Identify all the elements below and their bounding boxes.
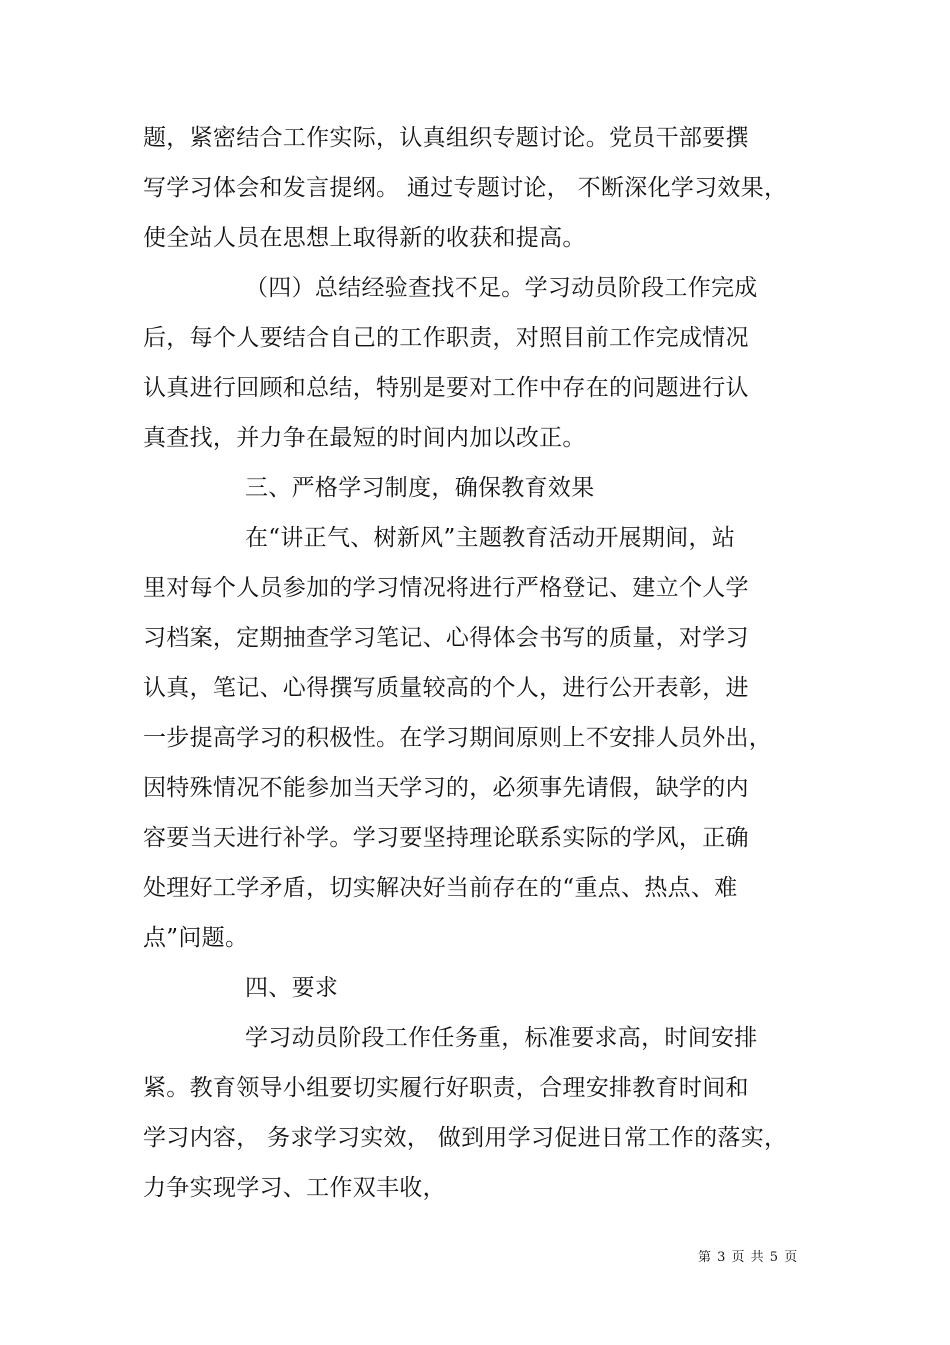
body-text-line: 处理好工学矛盾，切实解决好当前存在的“重点、热点、难	[143, 875, 738, 901]
body-text-line: 因特殊情况不能参加当天学习的，必须事先请假，缺学的内	[143, 775, 749, 801]
section-heading: 三、严格学习制度，确保教育效果	[245, 475, 595, 501]
body-text-line: 后，每个人要结合自己的工作职责，对照目前工作完成情况	[143, 325, 749, 351]
body-text-line: 使全站人员在思想上取得新的收获和提高。	[143, 225, 586, 251]
body-text-line: 力争实现学习、工作双丰收，	[143, 1175, 446, 1201]
body-text-line: 里对每个人员参加的学习情况将进行严格登记、建立个人学	[143, 575, 749, 601]
body-text-line: 真查找，并力争在最短的时间内加以改正。	[143, 425, 586, 451]
body-text-line: 题，紧密结合工作实际，认真组织专题讨论。党员干部要撰	[143, 125, 749, 151]
body-text-line: 一步提高学习的积极性。在学习期间原则上不安排人员外出，	[143, 725, 773, 751]
body-text-line: 认真进行回顾和总结，特别是要对工作中存在的问题进行认	[143, 375, 749, 401]
body-text-line: 紧。教育领导小组要切实履行好职责，合理安排教育时间和	[143, 1075, 749, 1101]
body-text-line: 在“讲正气、树新风”主题教育活动开展期间，站	[245, 525, 736, 551]
paragraph-heading: （四）总结经验查找不足。学习动员阶段工作完成	[245, 275, 758, 301]
body-text-line: 容要当天进行补学。学习要坚持理论联系实际的学风，正确	[143, 825, 749, 851]
body-text-line: 认真，笔记、心得撰写质量较高的个人，进行公开表彰，进	[143, 675, 749, 701]
body-text-line: 习档案，定期抽查学习笔记、心得体会书写的质量，对学习	[143, 625, 749, 651]
section-heading: 四、要求	[245, 975, 339, 1001]
page-number-footer: 第 3 页 共 5 页	[698, 1250, 799, 1265]
body-text-line: 写学习体会和发言提纲。 通过专题讨论， 不断深化学习效果，	[143, 175, 788, 201]
body-text-line: 学习动员阶段工作任务重，标准要求高，时间安排	[245, 1025, 758, 1051]
body-text-line: 学习内容， 务求学习实效， 做到用学习促进日常工作的落实，	[143, 1125, 788, 1151]
body-text-line: 点”问题。	[143, 925, 249, 951]
